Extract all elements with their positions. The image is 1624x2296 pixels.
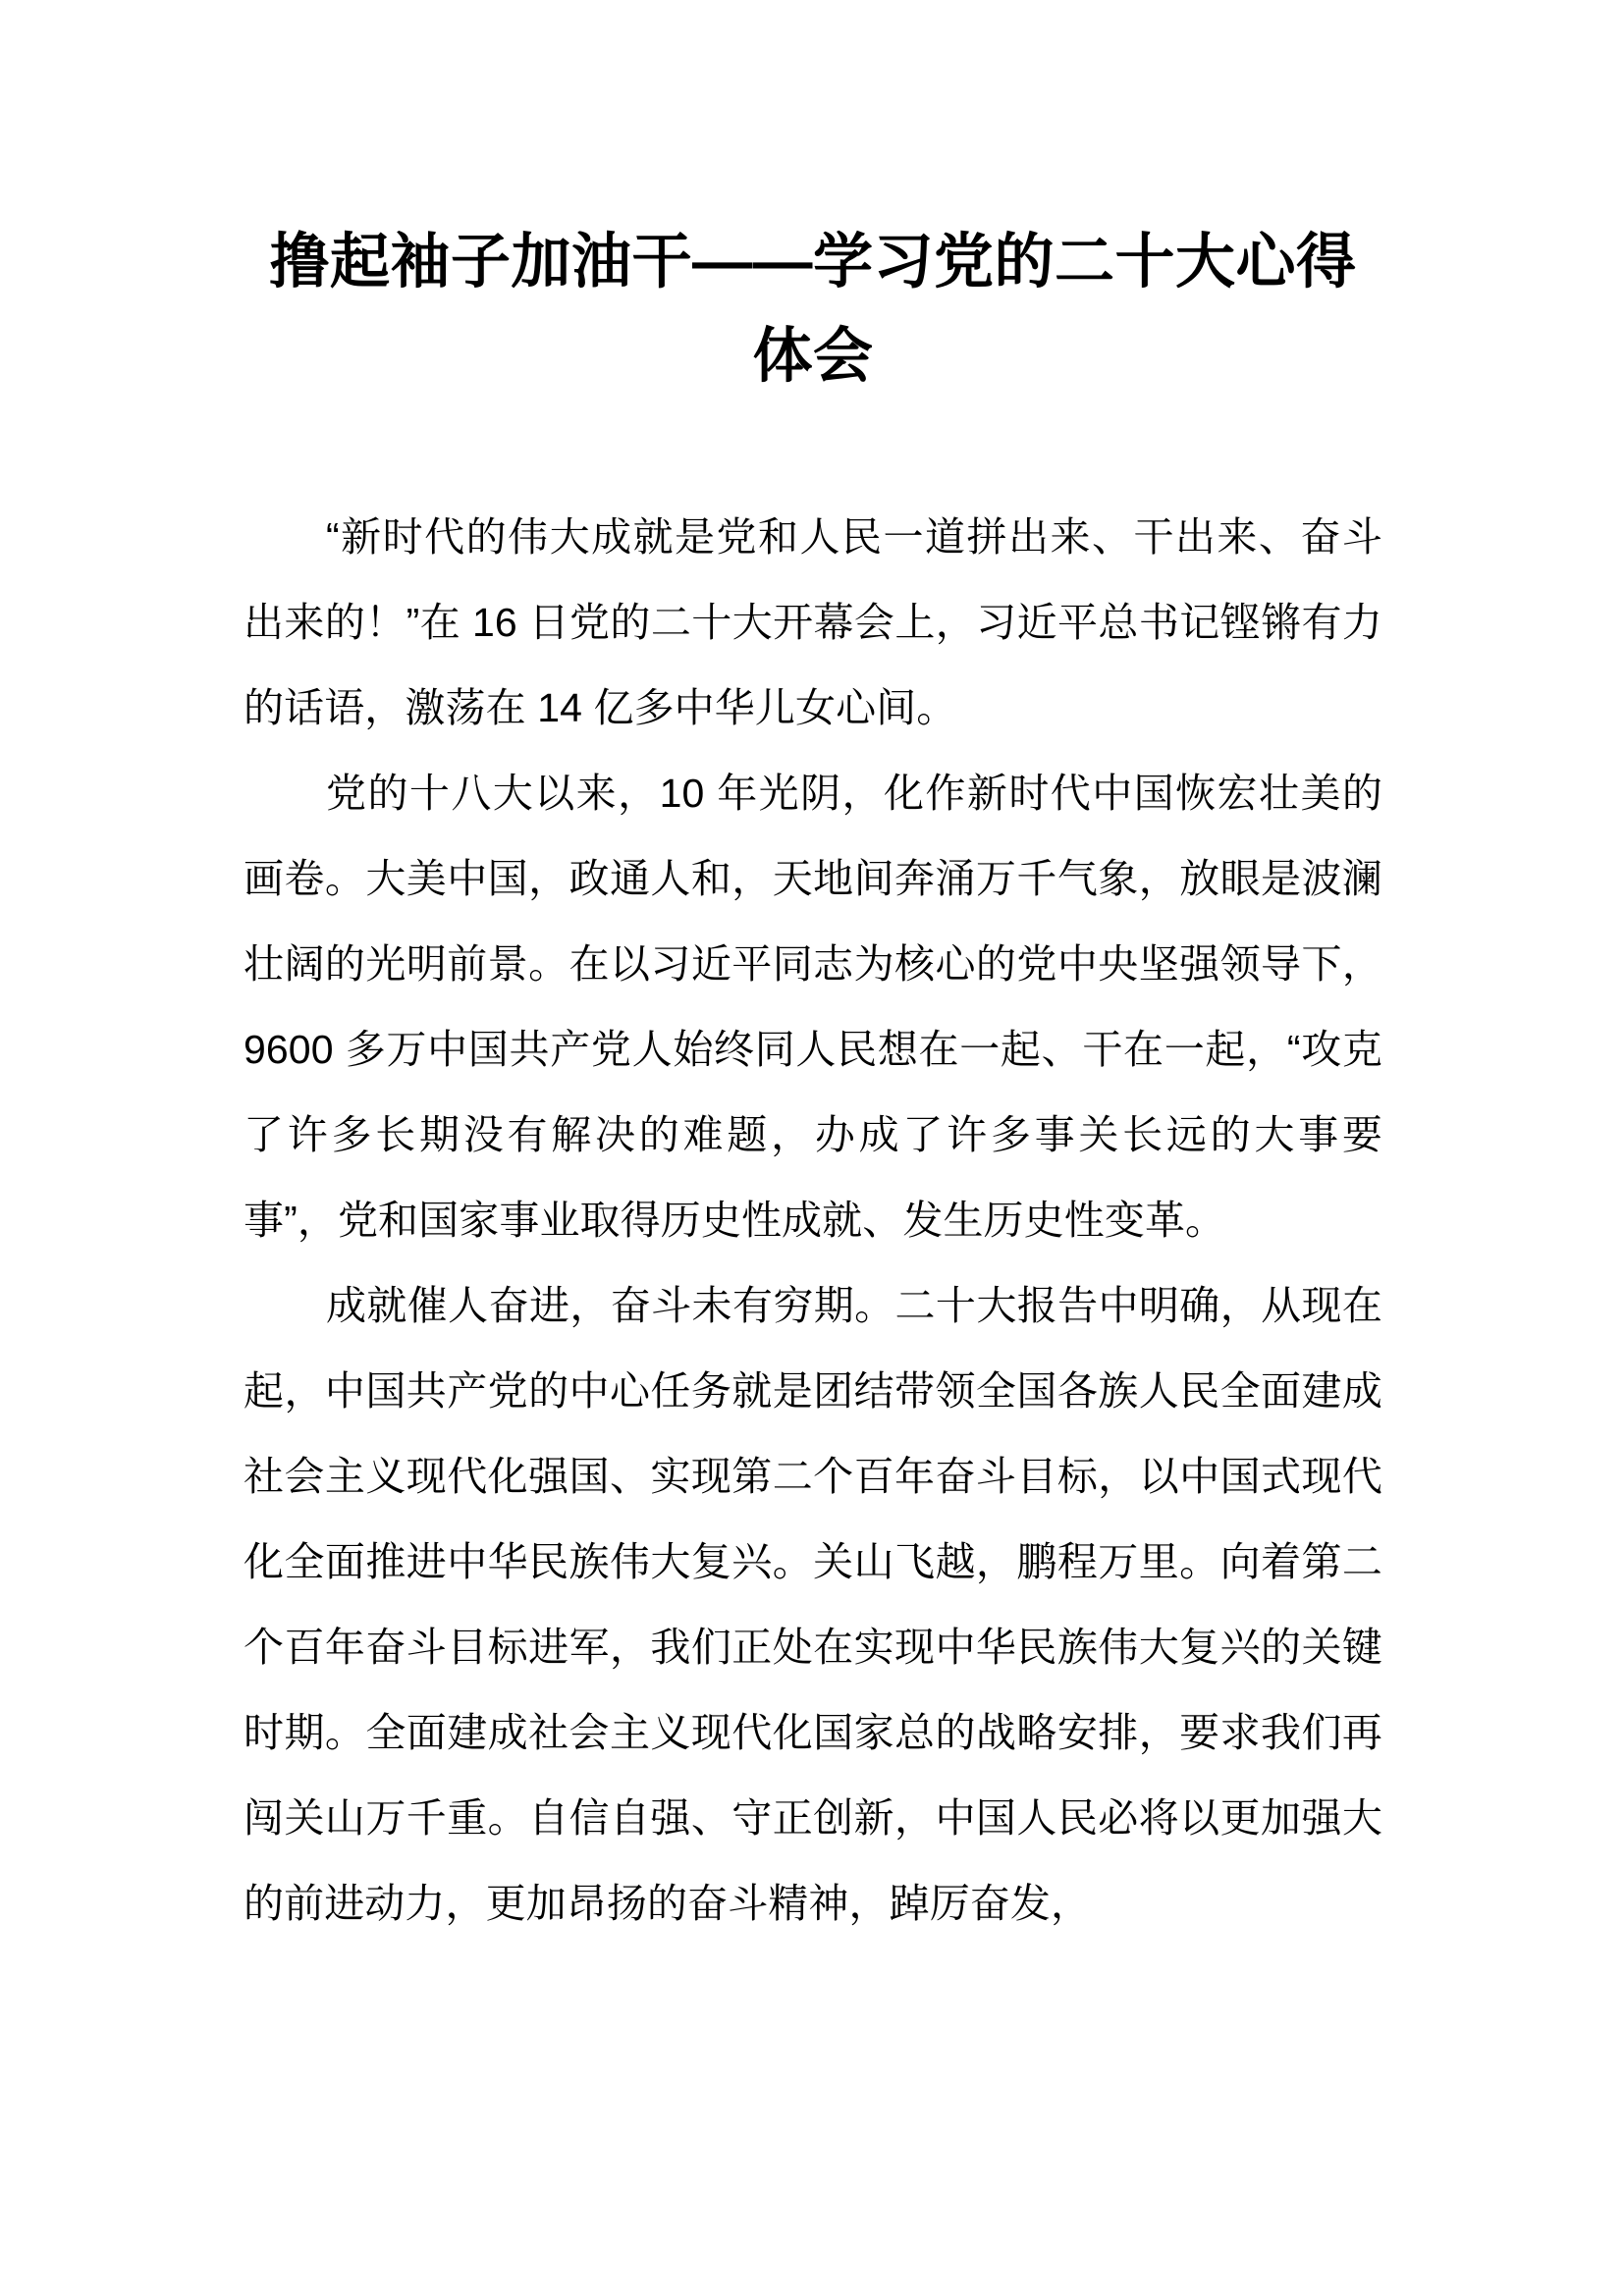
paragraph-3: 成就催人奋进，奋斗未有穷期。二十大报告中明确，从现在起，中国共产党的中心任务就是团结带领全国各族人民全面建成社会主义现代化强国、实现第二个百年奋斗目标，以中国式现代化全面推进中华民族伟大复兴。关山飞越，鹏程万里。向着第二个百年奋斗目标进军，我们正处在实现中华民族伟大复兴的关键时期。全面建成社会主义现代化国家总的战略安排，要求我们再闯关山万千重。自信自强、守正创新，中国人民必将以更加强大的前进动力，更加昂扬的奋斗精神，踔厉奋发， bbox=[244, 1283, 1382, 1926]
paragraph-2: 党的十八大以来，10 年光阴，化作新时代中国恢宏壮美的画卷。大美中国，政通人和，天地间奔涌万千气象，放眼是波澜壮阔的光明前景。在以习近平同志为核心的党中央坚强领导下，9600 多万中国共产党人始终同人民想在一起、干在一起，“攻克了许多长期没有解决的难题，办成了许多事关长远的大事要事”，党和国家事业取得历史性成就、发生历史性变革。 bbox=[244, 771, 1382, 1243]
paragraph-1: “新时代的伟大成就是党和人民一道拼出来、干出来、奋斗出来的！”在 16 日党的二十大开幕会上，习近平总书记铿锵有力的话语，激荡在 14 亿多中华儿女心间。 bbox=[244, 514, 1382, 730]
page-title: 撸起袖子加油干——学习党的二十大心得体会 bbox=[269, 228, 1357, 389]
document-body bbox=[244, 0, 1382, 1947]
document-paragraphs bbox=[244, 495, 1382, 1947]
